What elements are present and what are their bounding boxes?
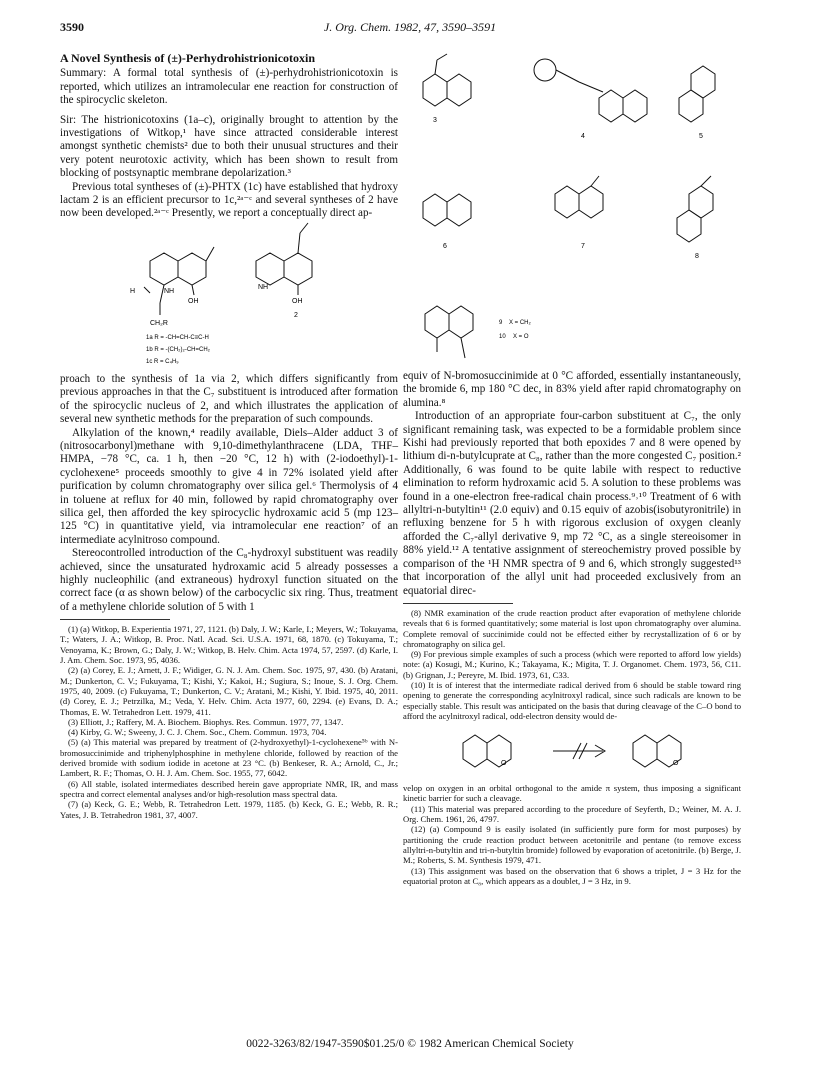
histrionicotoxin-structures bbox=[60, 221, 398, 373]
intermediate-structures bbox=[403, 52, 741, 370]
footnote: (4) Kirby, G. W.; Sweeny, J. C. J. Chem. Soc., Chem. Commun. 1973, 704. bbox=[68, 727, 327, 738]
page-footer: 0022-3263/82/1947-3590$01.25/0 © 1982 American Chemical Society bbox=[246, 1038, 574, 1050]
paragraph-c7: Introduction of an appropriate four-carbon substituent at C₇, the only significant remaining task, was expected to be a formidable problem since Kishi had previously reported that both epoxides 7 and 8 were opened by lithium di-n-butylcuprate at C₈, rather than the more congested C₇ position.² Additionally, 6 was found to be quite labile with respect to reductive elimination to reform hydroxamic acid 5. A solution to these problems was found in a one-electron free-radical chain process.⁹˒¹⁰ Treatment of 6 with allyltri-n-butyltin¹¹ (2.0 equiv) and 0.15 equiv of azobis(isobutyronitrile) in refluxing benzene for 5 h with rigorous exclusion of oxygen cleanly afforded the C₇-allyl derivative 9, mp 72 °C, as a single stereoisomer in 88% yield.¹² A tentative assignment of stereochemistry proved possible by comparison of the ¹H NMR spectra of 9 and 6, which strongly suggested¹³ that incorporation of the allyl unit had proceeded exclusively from an equatorial direc- bbox=[403, 410, 741, 597]
compound-8-number: 8 bbox=[695, 253, 699, 260]
footnote: (3) Elliott, J.; Raffery, M. A. Biochem. Biophys. Res. Commun. 1977, 77, 1347. bbox=[68, 716, 344, 727]
oxygen-label-left: O bbox=[501, 760, 507, 768]
oh-label-1: OH bbox=[188, 297, 199, 305]
footnote: (13) This assignment was based on the observation that 6 shows a triplet, J = 3 Hz for the equatorial proton at C₈, which appears as a doublet, J = 3 Hz, in 9. bbox=[403, 865, 741, 886]
paragraph-previous: Previous total syntheses of (±)-PHTX (1c) have established that hydroxy lactam 2 is an efficient precursor to 1c,²ᵃ⁻ᶜ and several syntheses of 2 have now been developed.²ᵃ⁻ᶜ Presently, we report a conceptually direct ap- bbox=[60, 180, 398, 220]
footnote: (11) This material was prepared according to the procedure of Seyferth, D.; Weiner, M. A. J. Org. Chem. 1961, 26, 4797. bbox=[403, 803, 741, 825]
oh-label-2: OH bbox=[292, 297, 303, 305]
footnote: (8) NMR examination of the crude reaction product after evaporation of methylene chloride reveals that 6 is formed quantitatively; some material is lost upon chromatography over alumina. Complete removal of succinimide could not be effected either by recrystallization of 6 or by chromatography on silica gel. bbox=[403, 607, 741, 649]
footnotes-right-continued bbox=[403, 783, 741, 886]
nh-label-1: NH bbox=[164, 287, 175, 295]
paragraph-stereocontrol: Stereocontrolled introduction of the C₈-hydroxyl substituent was readily achieved, since the unsaturated hydroxamic acid 5 already possesses a highly nucleophilic (and extraneous) hydroxyl function situated on the correct face (α as shown below) of the carbocyclic six ring. Thus, treatment of a methylene chloride solution of 5 with 1 bbox=[60, 547, 398, 613]
article-title: A Novel Synthesis of (±)-Perhydrohistrionicotoxin bbox=[60, 51, 316, 65]
compound-7-number: 7 bbox=[581, 243, 585, 250]
footnote: (7) (a) Keck, G. E.; Webb, R. Tetrahedron Lett. 1979, 1185. (b) Keck, G. E.; Webb, R. R.; Yates, J. B. Tetrahedron 1981, 37, 4007. bbox=[60, 799, 398, 820]
footnote: (10) It is of interest that the intermediate radical derived from 6 should be stable toward ring opening to generate the corresponding acylnitroxyl radical, since such radicals are known to be especially stable. This result was anticipated on the basis that during cleavage of the C–O bond to afford the acylnitroxyl radical, odd-electron density would de- bbox=[403, 679, 741, 721]
compound-2-number: 2 bbox=[294, 311, 298, 319]
paragraph-approach: proach to the synthesis of 1a via 2, which differs significantly from previous approaches in that the C₇ substituent is introduced after formation of the spirocyclic nucleus of 2, and which illustrates the application of several new synthetic methods for the preparation of such compounds. bbox=[60, 372, 398, 426]
footnote: (6) All stable, isolated intermediates described herein gave appropriate NMR, IR, and mass spectra and correct elemental analyses and/or high-resolution mass spectral data. bbox=[60, 778, 398, 799]
compound-9-number: 9 bbox=[499, 320, 503, 326]
structures-3-10 bbox=[403, 52, 741, 370]
paragraph-alkylation: Alkylation of the known,⁴ readily available, Diels–Alder adduct 3 of (nitrosocarbonyl)methane with 9,10-dimethylanthracene (LDA, THF–HMPA, −78 °C, ca. 1 h, then −20 °C, 12 h) with (2-iodoethyl)-1-cyclohexene⁵ proceeds smoothly to give 4 in 72% isolated yield after purification by column chromatography over silica gel.⁶ Thermolysis of 4 in toluene at reflux for 40 min, followed by rapid chromatography over silica gel, then afforded the key spirocyclic hydroxamic acid 5 (mp 123–125 °C) in quantitative yield, via intramolecular ene reaction⁷ of an intermediate acylnitroso compound. bbox=[60, 426, 398, 546]
structures-1-2 bbox=[60, 221, 398, 373]
ch2r-label: CH₂R bbox=[150, 319, 168, 327]
footnote: (9) For previous simple examples of such a process (which were reported to afford low yields) note: (a) Kosugi, M.; Kurino, K.; Takayama, K.; Migita, T. J. Organomet. Chem. 1973, 56, C11. (b) Grignan, J.; Pereyre, M. Ibid. 1973, 61, C33. bbox=[403, 649, 741, 680]
summary-paragraph: Summary: A formal total synthesis of (±)-perhydrohistrionicotoxin is reported, which utilizes an intramolecular ene reaction for construction of the spirocyclic skeleton. bbox=[60, 67, 398, 107]
ring-opening-scheme bbox=[403, 721, 741, 783]
footnote: (1) (a) Witkop, B. Experientia 1971, 27, 1121. (b) Daly, J. W.; Karle, I.; Meyers, W.; Tokuyama, T.; Waters, J. A.; Witkop, B. Proc. Natl. Acad. Sci. U.S.A. 1971, 68, 1870. (c) Tokuyama, T.; Venoyama, K.; Brown, G.; Daly, J. W.; Witkop, B. Helv. Chim. Acta 1974, 57, 2597. (d) Karle, I. J. Am. Chem. Soc. 1973, 95, 4036. bbox=[60, 624, 398, 666]
compound-5-number: 5 bbox=[699, 133, 703, 140]
compound-6-number: 6 bbox=[443, 243, 447, 250]
right-column bbox=[403, 52, 741, 886]
paragraph-sir: Sir: The histrionicotoxins (1a–c), originally brought to attention by the investigations of Witkop,¹ have since attracted considerable interest amongst synthetic chemists² due to both their unusual structures and their very potent neurotoxic activity, which has been shown to result from blocking of postsynaptic membrane depolarization.³ bbox=[60, 113, 398, 180]
h-label: H bbox=[130, 287, 136, 295]
nh-label-2: NH bbox=[258, 283, 269, 291]
compound-4-number: 4 bbox=[581, 133, 585, 140]
paragraph-nbs: equiv of N-bromosuccinimide at 0 °C afforded, essentially instantaneously, the bromide 6, mp 180 °C dec, in 83% yield after rapid chromatography on alumina.⁸ bbox=[403, 370, 741, 409]
footnotes-left bbox=[60, 624, 398, 820]
page-number: 3590 bbox=[60, 20, 84, 34]
footnote: (2) (a) Corey, E. J.; Arnett, J. F.; Widiger, G. N. J. Am. Chem. Soc. 1975, 97, 430. (b) Aratani, M.; Dunkerton, C. V.; Fukuyama, T.; Kishi, Y.; Kakoi, H.; Sugiura, S.; Inoue, S. J. Org. Chem. 1975, 40, 2009. (c) Fukuyama, T.; Dunkerton, C. V.; Aratani, M.; Kishi, Y. Ibid. 1975, 40, 2011. (d) Corey, E. J.; Petrzilka, M.; Veda, Y. Helv. Chim. Acta 1977, 60, 2294. (e) Evans, D. A.; Thomas, E. W. Tetrahedron Lett. 1979, 411. bbox=[60, 665, 398, 717]
oxygen-label-right: O bbox=[673, 760, 679, 768]
r-1c: 1c R = C₄H₉ bbox=[146, 358, 179, 365]
footnote-rule-left bbox=[60, 619, 170, 620]
r-1a: 1a R = -CH=CH-C≡C-H bbox=[146, 334, 209, 341]
footnote-rule-right bbox=[403, 603, 513, 604]
left-column bbox=[60, 52, 398, 820]
footnote: (12) (a) Compound 9 is easily isolated (in sufficiently pure form for most purposes) by partitioning the crude reaction product between acetonitrile and pentane (to remove excess allyltri-n-butyltin and tri-n-butyltin bromide) followed by evaporation of acetonitrile. (b) Berge, J. M.; Roberts, S. M. Synthesis 1979, 471. bbox=[403, 824, 741, 866]
page-header bbox=[60, 20, 760, 36]
compound-10-number: 10 bbox=[499, 334, 506, 340]
footnote: (5) (a) This material was prepared by treatment of (2-hydroxyethyl)-1-cyclohexene⁵ᵇ with N-bromosuccinimide and triphenylphosphine in methylene chloride, followed by reaction of the derived bromide with sodium iodide in acetone at 23 °C. (b) Benkeser, R. A.; Arnold, C., Jr.; Lambert, R. F.; Thomas, O. H. J. Am. Chem. Soc. 1955, 77, 6042. bbox=[60, 737, 398, 779]
compound-10-x: X = O bbox=[513, 334, 529, 340]
footnotes-right bbox=[403, 608, 741, 721]
r-1b: 1b R = -(CH₂)₂-CH=CH₂ bbox=[146, 346, 210, 353]
radical-scheme bbox=[403, 721, 741, 783]
compound-9-x: X = CH₂ bbox=[509, 320, 531, 326]
compound-3-number: 3 bbox=[433, 117, 437, 124]
journal-citation: J. Org. Chem. 1982, 47, 3590–3591 bbox=[323, 20, 497, 34]
footnote: velop on oxygen in an orbital orthogonal to the amide π system, thus imposing a significant kinetic barrier for such a cleavage. bbox=[403, 783, 741, 804]
